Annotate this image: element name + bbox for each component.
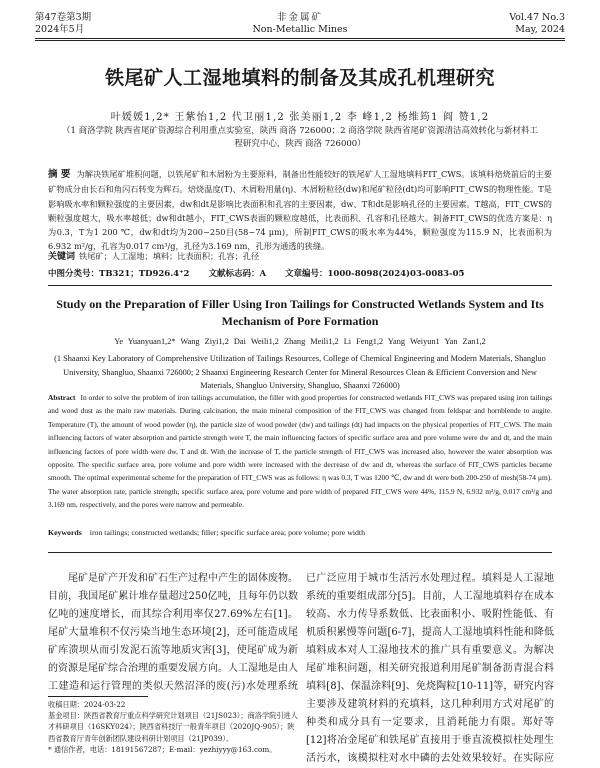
keywords-en: [48, 528, 552, 537]
authors-en: Ye Yuanyuan1,2* Wang Ziyi1,2 Dai Weili1,2 Zhang Meili1,2 Li Feng1,2 Yang Weiyun1 Yan Zan1,2: [114, 337, 486, 346]
article-title-en: Study on the Preparation of Filler Using Iron Tailings for Constructed Wetlands System and Its Mechanism of Pore Formation: [56, 297, 544, 328]
keywords-en-text: iron tailings; constructed wetlands; filler; specific surface area; pore volume; pore width: [89, 528, 365, 537]
document-code: 文献标志码：A: [208, 269, 267, 279]
keywords-en-label: Keywords: [48, 528, 82, 537]
volume-en: Vol.47 No.3: [509, 12, 565, 23]
body-column-left: [48, 570, 298, 694]
abstract-cn-label: 摘 要: [48, 169, 71, 180]
abstract-cn: [48, 167, 552, 254]
header-rule-2: [35, 40, 565, 41]
article-title-cn: 铁尾矿人工湿地填料的制备及其成孔机理研究: [104, 67, 495, 89]
keywords-cn-text: 铁尾矿；人工湿地；填料；比表面积；孔容；孔径: [79, 251, 260, 261]
affiliation-en: (1 Shaanxi Key Laboratory of Comprehensive Utilization of Tailings Resources, College of Chemical Engineering and Modern Materials, Shangluo University, Shangluo, Shaanxi 726000; 2 Shaanxi Engineering Research Center for Mineral Resources Clean & Efficient Conversion and New Materials, Shangluo University, Shangluo, Shaanxi 726000): [54, 354, 546, 390]
header-rule: [35, 38, 565, 39]
body-rule: [48, 552, 552, 553]
volume-cn: 第47卷第3期: [35, 12, 92, 23]
affiliation-cn: （1 商洛学院 陕西省尾矿资源综合利用重点实验室，陕西 商洛 726000；2 商洛学院 陕西省尾矿资源清洁高效转化与新材料工程研究中心，陕西 商洛 726000）: [62, 126, 538, 149]
journal-name-cn: 非金属矿: [276, 12, 323, 23]
date-cn: 2024年5月: [35, 24, 85, 35]
abstract-en: [48, 391, 552, 512]
abstract-en-text: In order to solve the problem of iron tailings accumulation, the filler with good properties for constructed wetlands FIT_CWS was prepared using iron tailings and wood dust as the main raw materials. During calcination, the main mineral composition of the FIT_CWS was changed from feldspar and hornblende to augite. Temperature (T), the amount of wood powder (η), the particle size of wood powder (dw) and tailings (dt) had impacts on the physical properties of FIT_CWS. The main influencing factors of water absorption and particle strength were T, the main influencing factors of specific surface area and pore volume were dw and dt, and the main influencing factors of pore width were dw, T and dt. With the increase of T, the particle strength of FIT_CWS was increased also, however the water absorption was opposite. The specific surface area, pore volume and pore width were increased with the decrease of dw and dt, whereas the surface of FIT_CWS particles became smooth. The optimal experimental scheme for the preparation of FIT_CWS was as follows: η was 0.3, T was 1200 ℃, dw and dt were both 200-250 of mesh(58-74 μm). The water absorption rate, particle strength, specific surface area, pore volume and pore width of prepared FIT_CWS were 44%, 115.9 N, 6.932 m²/g, 0.017 cm³/g and 3.169 nm, respectively, and the pores were narrow and permeable.: [48, 393, 552, 510]
header-right: [509, 12, 565, 36]
footnote: 收稿日期：2024-03-22 基金项目：陕西省教育厅重点科学研究计划项目（21JS023）；商洛学院引进人才科研项目（16SKY024）；陕西省科技厅一般青年项目（2020JQ-905）；陕西省教育厅青年创新团队建设科研计划项目（21JP039）。 * 通信作者，电话：18191567287；E-mail：yezhiyyy@163.com。: [48, 700, 298, 754]
journal-name-en: Non-Metallic Mines: [252, 24, 348, 35]
header-center: [35, 12, 565, 36]
keywords-cn: [48, 250, 552, 264]
clc-number: 中图分类号：TB321；TD926.4⁺2: [48, 269, 190, 279]
date-en: May, 2024: [515, 24, 565, 35]
section-rule: [48, 285, 552, 286]
body-paragraph-right: 已广泛应用于城市生活污水处理过程。填料是人工湿地系统的重要组成部分[5]。目前，人工湿地填料存在成本较高、水力传导系数低、比表面积小、吸附性能低、有机质积累慢等问题[6-7]，提高人工湿地填料性能和降低填料成本对人工湿地技术的推广具有重要意义。为解决尾矿堆积问题，相关研究报道利用尾矿制备沥青混合料填料[8]、保温涂料[9]、免烧陶粒[10-11]等，研究内容主要涉及建筑材料的充填料，这几种利用方式对尾矿的种类和成分具有一定要求，且消耗能力有限。郑好等[12]将冶金尾矿和铁尾矿直接用于垂直流模拟柱处理生活污水，该模拟柱对水中磷的去处效果较好。在实际应: [306, 573, 554, 764]
authors-cn: 叶媛媛1,2* 王紫怡1,2 代卫丽1,2 张美丽1,2 李 峰1,2 杨维筠1 阎 赞1,2: [110, 112, 490, 123]
body-paragraph-left: 尾矿是矿产开发和矿石生产过程中产生的固体废物。目前，我国尾矿累计堆存量超过250亿吨，且每年仍以数亿吨的速度增长，而其综合利用率仅27.69%左右[1]。尾矿大量堆积不仅污染当地生态环境[2]，还可能造成尾矿库溃坝从而引发泥石流等地质灾害[3]，使尾矿成为新的资源是尾矿综合治理的重要发展方向。人工湿地是由人工建造和运行管理的类似天然沼泽的废(污)水处理系统: [48, 573, 298, 692]
abstract-cn-text: 为解决铁尾矿堆积问题，以铁尾矿和木屑粉为主要原料，制备出性能较好的铁尾矿人工湿地填料FIT_CWS。该填料焙烧前后的主要矿物成分由长石和角闪石转变为辉石。焙烧温度(T)、木屑粉用量(η)、木屑粉粒径(dw)和尾矿粒径(dt)均可影响FIT_CWS的物理性能。T是影响吸水率和颗粒强度的主要因素，dw和dt是影响比表面积和孔容的主要因素，dw、T和dt是影响孔径的主要因素。T越高，FIT_CWS的颗粒强度越大，吸水率越低；dw和dt越小，FIT_CWS表面的颗粒度越低，比表面积、孔容和孔径越大。制备FIT_CWS的优选方案是：η为0.3，T为1 200 ℃，dw和dt均为200~250目(58~74 μm)，所制FIT_CWS的吸水率为44%，颗粒强度为115.9 N，比表面积为6.932 m²/g，孔容为0.017 cm³/g，孔径为3.169 nm，孔形为通透的狭缝。: [48, 169, 552, 252]
keywords-cn-label: 关键词: [48, 252, 76, 262]
abstract-en-label: Abstract: [48, 393, 76, 402]
classification-line: [48, 267, 552, 279]
article-number: 文章编号：1000-8098(2024)03-0083-05: [285, 269, 465, 279]
footnote-rule: [48, 696, 148, 697]
running-header: [35, 12, 565, 38]
body-column-right: [306, 570, 554, 768]
